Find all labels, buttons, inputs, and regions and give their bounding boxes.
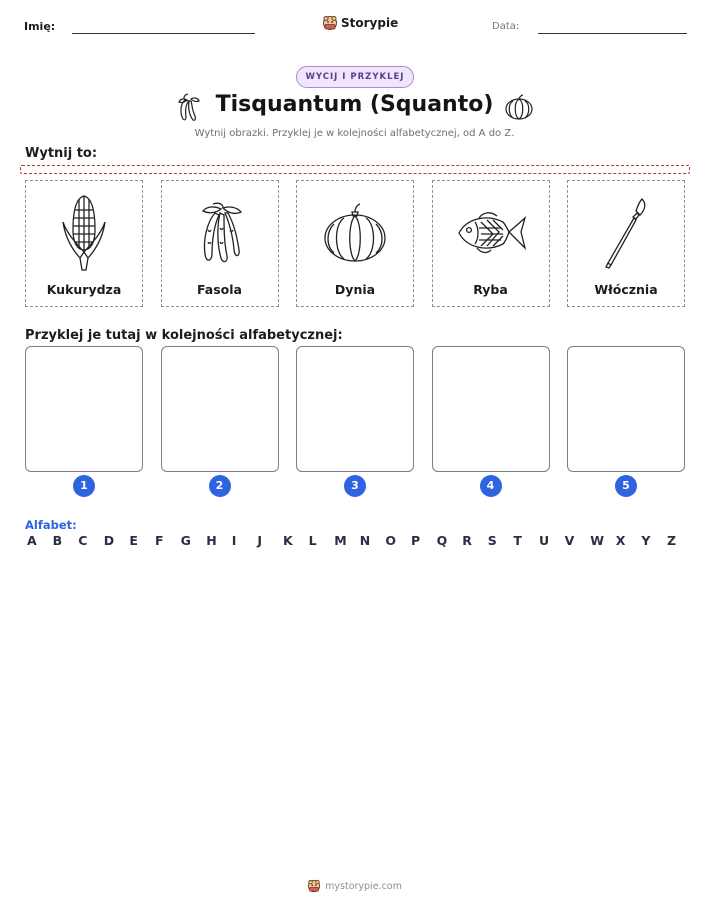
cut-line [20, 165, 690, 174]
footer [0, 879, 709, 893]
card-label: Dynia [334, 282, 376, 297]
pumpkin-icon [504, 92, 534, 122]
date-field-line[interactable] [538, 33, 687, 34]
alphabet-row [25, 533, 685, 551]
cut-card-beans[interactable] [161, 180, 279, 307]
alphabet-letter: P [411, 533, 421, 548]
alphabet-letter: F [155, 533, 164, 548]
alphabet-letter: N [359, 533, 371, 548]
alphabet-letter: T [513, 533, 522, 548]
card-label: Ryba [473, 282, 508, 297]
storypie-mascot-icon [322, 15, 338, 31]
alphabet-letter: S [487, 533, 497, 548]
alphabet-letter: I [231, 533, 237, 548]
paste-slot-3[interactable] [296, 346, 414, 472]
cut-section-heading: Wytnij to: [25, 146, 98, 161]
fish-icon [433, 189, 549, 277]
alphabet-letter: M [334, 533, 347, 548]
corn-icon [26, 189, 142, 277]
page-title: Tisquantum (Squanto) [215, 92, 494, 117]
alphabet-letter: V [564, 533, 575, 548]
slot-number-badge: 4 [480, 475, 502, 497]
slot-number-badge: 1 [73, 475, 95, 497]
alphabet-letter: H [206, 533, 217, 548]
alphabet-letter: C [78, 533, 88, 548]
cut-card-corn[interactable] [25, 180, 143, 307]
alphabet-letter: Q [436, 533, 448, 548]
alphabet-letter: K [283, 533, 293, 548]
pumpkin-icon [297, 189, 413, 277]
spear-icon [568, 189, 684, 277]
instructions-text: Wytnij obrazki. Przyklej je w kolejności alfabetycznej, od A do Z. [194, 128, 515, 139]
alphabet-letter: O [385, 533, 397, 548]
alphabet-letter: L [308, 533, 317, 548]
card-label: Włócznia [594, 282, 658, 297]
alphabet-letter: U [539, 533, 550, 548]
alphabet-letter: B [52, 533, 63, 548]
alphabet-letter: J [257, 533, 263, 548]
alphabet-letter: G [180, 533, 191, 548]
name-label: Imię: [24, 20, 56, 33]
activity-type-badge: WYCIJ I PRZYKLEJ [296, 66, 414, 88]
storypie-mascot-icon [307, 879, 321, 893]
title-row [0, 90, 709, 126]
paste-slot-5[interactable] [567, 346, 685, 472]
cut-card-pumpkin[interactable] [296, 180, 414, 307]
paste-slot-4[interactable] [432, 346, 550, 472]
alphabet-letter: E [129, 533, 138, 548]
worksheet-header [24, 18, 687, 40]
slot-number-badge: 3 [344, 475, 366, 497]
cut-card-fish[interactable] [432, 180, 550, 307]
paste-slot-1[interactable] [25, 346, 143, 472]
beans-icon [162, 189, 278, 277]
date-label: Data: [492, 21, 520, 32]
alphabet-letter: W [590, 533, 604, 548]
card-label: Fasola [197, 282, 242, 297]
name-field-line[interactable] [72, 33, 255, 34]
alphabet-label: Alfabet: [25, 518, 77, 532]
paste-slot-2[interactable] [161, 346, 279, 472]
cut-card-spear[interactable] [567, 180, 685, 307]
alphabet-letter: A [27, 533, 37, 548]
alphabet-letter: Z [667, 533, 677, 548]
alphabet-letter: R [462, 533, 472, 548]
slot-number-badge: 5 [615, 475, 637, 497]
card-label: Kukurydza [46, 282, 122, 297]
alphabet-letter: X [615, 533, 626, 548]
alphabet-letter: D [103, 533, 115, 548]
brand-logo [322, 15, 398, 31]
paste-slots [25, 346, 685, 498]
footer-url: mystorypie.com [325, 880, 402, 892]
brand-name: Storypie [341, 16, 399, 30]
paste-section-heading: Przyklej je tutaj w kolejności alfabetycznej: [25, 328, 343, 343]
cut-out-cards [25, 180, 685, 307]
slot-number-badge: 2 [209, 475, 231, 497]
alphabet-letter: Y [641, 533, 651, 548]
